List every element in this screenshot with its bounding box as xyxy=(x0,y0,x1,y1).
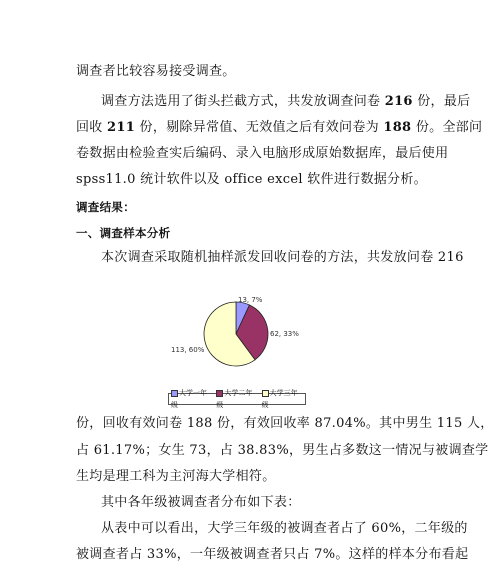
paragraph-line xyxy=(101,94,470,110)
subsection-heading: 一、调查样本分析 xyxy=(76,226,171,240)
paragraph-line: 从表中可以看出，大学三年级的被调查者占了 60%，二年级的 xyxy=(101,521,468,536)
text-run: 份，最后 xyxy=(412,94,471,109)
text-run: 调查方法选用了街头拦截方式，共发放调查问卷 xyxy=(101,94,385,109)
legend-label: 大学二年级 xyxy=(216,389,253,409)
legend-item xyxy=(262,387,303,411)
bold-number: 188 xyxy=(383,120,412,135)
section-heading: 调查结果： xyxy=(76,200,135,214)
legend-swatch xyxy=(262,390,269,397)
slice-data-label: 13, 7% xyxy=(238,296,263,304)
paragraph-line: 调查者比较容易接受调查。 xyxy=(76,64,236,79)
paragraph-line: 本次调查采取随机抽样派发回收问卷的方法，共发放问卷 216 xyxy=(101,250,464,265)
paragraph-line: 份，回收有效问卷 188 份，有效回收率 87.04%。其中男生 115 人， xyxy=(76,416,494,431)
chart-legend xyxy=(168,389,306,409)
paragraph-line xyxy=(76,120,482,136)
paragraph-line: 生均是理工科为主河海大学相符。 xyxy=(76,469,276,484)
text-run: 份。全部问 xyxy=(411,120,483,135)
paragraph-line: spss11.0 统计软件以及 office excel 软件进行数据分析。 xyxy=(76,172,427,187)
paragraph-line: 卷数据由检验查实后编码、录入电脑形成原始数据库，最后使用 xyxy=(76,146,449,161)
paragraph-line: 被调查者占 33%，一年级被调查者只占 7%。这样的样本分布看起 xyxy=(76,547,469,562)
legend-label: 大学一年级 xyxy=(171,389,207,409)
legend-item xyxy=(216,387,257,411)
bold-number: 216 xyxy=(384,94,413,109)
bold-number: 211 xyxy=(107,120,136,135)
legend-item xyxy=(171,387,212,411)
text-run: 回收 xyxy=(76,120,108,135)
legend-swatch xyxy=(171,390,178,397)
legend-swatch xyxy=(216,390,223,397)
slice-data-label: 113, 60% xyxy=(171,346,205,354)
slice-data-label: 62, 33% xyxy=(270,330,299,338)
legend-label: 大学三年级 xyxy=(261,389,298,409)
text-run: 份，剔除异常值、无效值之后有效问卷为 xyxy=(135,120,384,135)
paragraph-line: 占 61.17%；女生 73，占 38.83%，男生占多数这一情况与被调查学 xyxy=(76,443,489,458)
paragraph-line: 其中各年级被调查者分布如下表： xyxy=(101,495,301,510)
